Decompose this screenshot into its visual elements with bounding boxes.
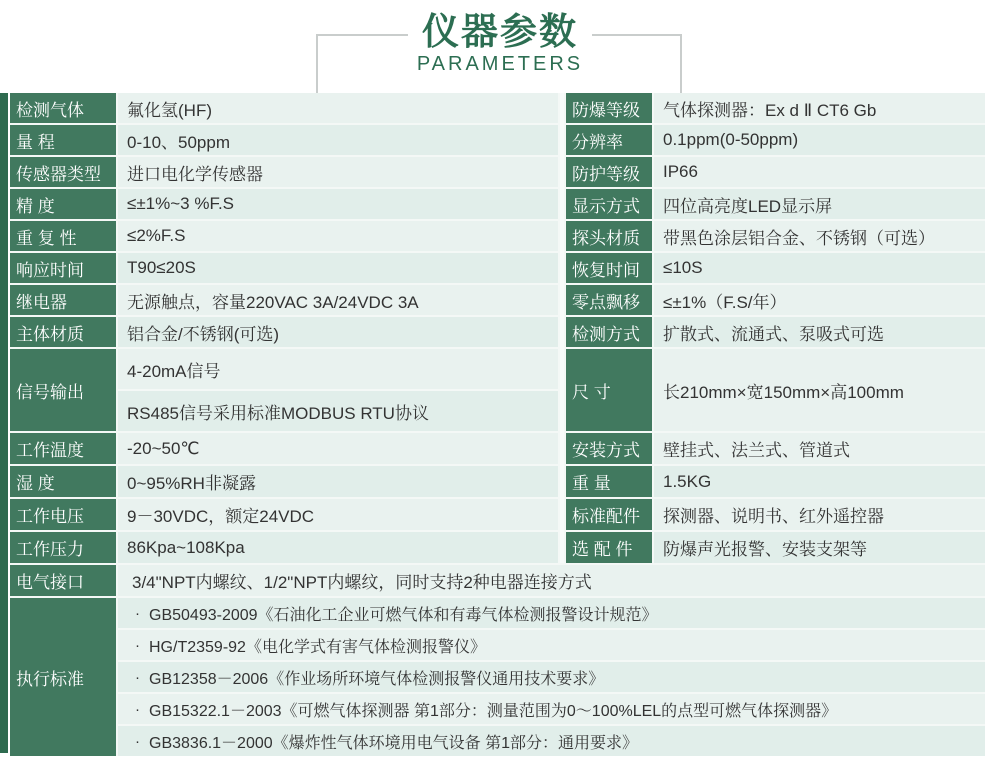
param-value: 0~95%RH非凝露 — [118, 466, 558, 497]
param-value: ≤±1%（F.S/年） — [654, 285, 985, 315]
param-label: 安装方式 — [566, 433, 652, 464]
param-label: 重 复 性 — [10, 221, 116, 251]
param-label: 恢复时间 — [566, 253, 652, 283]
param-label: 选 配 件 — [566, 532, 652, 563]
param-label-dimension: 尺 寸 — [566, 349, 652, 431]
param-value: 0-10、50ppm — [118, 125, 558, 155]
column-divider — [560, 93, 564, 563]
param-value: 9－30VDC，额定24VDC — [118, 499, 558, 530]
param-label: 工作压力 — [10, 532, 116, 563]
param-label-standards: 执行标准 — [10, 598, 116, 756]
table-left-accent-bar — [0, 93, 8, 753]
standard-item — [118, 598, 985, 628]
param-value: 扩散式、流通式、泵吸式可选 — [654, 317, 985, 347]
param-label: 防护等级 — [566, 157, 652, 187]
param-label-electrical: 电气接口 — [10, 565, 116, 596]
param-value: 探测器、说明书、红外遥控器 — [654, 499, 985, 530]
standard-item-text: HG/T2359-92《电化学式有害气体检测报警仪》 — [149, 638, 486, 656]
bullet-icon: · — [135, 700, 140, 718]
param-label: 防爆等级 — [566, 93, 652, 123]
param-label: 工作温度 — [10, 433, 116, 464]
standard-item — [118, 726, 985, 756]
param-value: 无源触点，容量220VAC 3A/24VDC 3A — [118, 285, 558, 315]
bullet-icon: · — [135, 668, 140, 686]
param-value: 86Kpa~108Kpa — [118, 532, 558, 563]
param-label: 重 量 — [566, 466, 652, 497]
param-label: 检测气体 — [10, 93, 116, 123]
param-value: 氟化氢(HF) — [118, 93, 558, 123]
param-value-signal-line1: 4-20mA信号 — [118, 349, 558, 389]
param-value: 铝合金/不锈钢(可选) — [118, 317, 558, 347]
param-value: IP66 — [654, 157, 985, 187]
standard-item-text: GB3836.1－2000《爆炸性气体环境用电气设备 第1部分：通用要求》 — [149, 734, 638, 752]
param-value-electrical: 3/4"NPT内螺纹、1/2"NPT内螺纹，同时支持2种电器连接方式 — [118, 565, 985, 596]
param-label: 继电器 — [10, 285, 116, 315]
bullet-icon: · — [135, 636, 140, 654]
param-value: ≤10S — [654, 253, 985, 283]
bullet-icon: · — [135, 732, 140, 750]
param-label: 传感器类型 — [10, 157, 116, 187]
page-title-text: 仪器参数 — [408, 8, 592, 56]
parameters-table — [10, 93, 985, 756]
param-label: 探头材质 — [566, 221, 652, 251]
param-label: 主体材质 — [10, 317, 116, 347]
bullet-icon: · — [135, 604, 140, 622]
param-value: 防爆声光报警、安装支架等 — [654, 532, 985, 563]
param-label: 工作电压 — [10, 499, 116, 530]
param-value-signal-line2: RS485信号采用标准MODBUS RTU协议 — [118, 391, 558, 431]
page-title — [0, 8, 1000, 56]
param-label: 响应时间 — [10, 253, 116, 283]
param-value: 带黑色涂层铝合金、不锈钢（可选） — [654, 221, 985, 251]
standard-item-text: GB50493-2009《石油化工企业可燃气体和有毒气体检测报警设计规范》 — [149, 606, 658, 624]
param-label: 零点飘移 — [566, 285, 652, 315]
standard-item — [118, 694, 985, 724]
param-label-signal-output: 信号输出 — [10, 349, 116, 431]
param-value: ≤2%F.S — [118, 221, 558, 251]
param-label: 检测方式 — [566, 317, 652, 347]
param-label: 显示方式 — [566, 189, 652, 219]
param-value-dimension: 长210mm×宽150mm×高100mm — [654, 349, 985, 431]
param-value: 进口电化学传感器 — [118, 157, 558, 187]
standard-item — [118, 662, 985, 692]
param-label: 精 度 — [10, 189, 116, 219]
param-value: 气体探测器：Ex d Ⅱ CT6 Gb — [654, 93, 985, 123]
param-value: -20~50℃ — [118, 433, 558, 464]
param-label: 量 程 — [10, 125, 116, 155]
param-value: 壁挂式、法兰式、管道式 — [654, 433, 985, 464]
param-value: 四位高亮度LED显示屏 — [654, 189, 985, 219]
param-value: ≤±1%~3 %F.S — [118, 189, 558, 219]
standard-item-text: GB15322.1－2003《可燃气体探测器 第1部分：测量范围为0～100%LEL的点型可燃气体探测器》 — [149, 702, 838, 720]
param-label: 分辨率 — [566, 125, 652, 155]
param-label: 湿 度 — [10, 466, 116, 497]
page-subtitle: PARAMETERS — [416, 53, 584, 75]
param-value: T90≤20S — [118, 253, 558, 283]
standard-item — [118, 630, 985, 660]
param-label: 标准配件 — [566, 499, 652, 530]
param-value: 0.1ppm(0-50ppm) — [654, 125, 985, 155]
param-value: 1.5KG — [654, 466, 985, 497]
standard-item-text: GB12358－2006《作业场所环境气体检测报警仪通用技术要求》 — [149, 670, 605, 688]
